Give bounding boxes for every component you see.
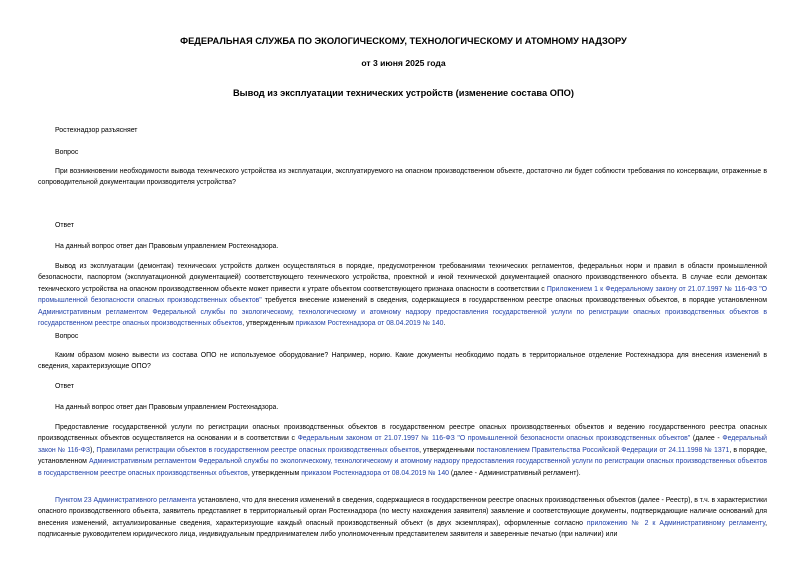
document-title: Вывод из эксплуатации технических устройств (изменение состава ОПО)	[232, 88, 575, 98]
question-label: Вопрос	[55, 149, 79, 156]
answered-by-text: На данный вопрос ответ дан Правовым управлением Ростехнадзора.	[55, 243, 279, 250]
text-run: Предоставление государственной услуги по регистрации опасных производственных объектов в государственном реестре опасных производственных объектов и ведению государственного реестра опасных производственных объектов осуществляется на основании и в соответствии с	[38, 424, 767, 443]
appendix-2-link[interactable]: приложению № 2 к Административному регламенту	[586, 519, 766, 527]
government-decree-link[interactable]: постановлением Правительства Российской Федерации от 24.11.1998 № 1371	[476, 446, 730, 454]
clause-23-link[interactable]: Пунктом 23 Административного регламента	[55, 497, 197, 504]
answered-by-text: На данный вопрос ответ дан Правовым управлением Ростехнадзора.	[55, 404, 279, 411]
question-1-text: При возникновении необходимости вывода технического устройства из эксплуатации, эксплуатируемого на опасном производственном объекте, достаточно ли будет соблюсти требования по консервации, отраженные в сопроводительной документации производителя устройства?	[38, 168, 767, 187]
clause-23-paragraph	[38, 495, 767, 541]
text-run: (далее -	[690, 435, 723, 443]
question-label: Вопрос	[55, 333, 79, 340]
text-run: установлено, что для внесения изменений в сведения, содержащиеся в государственном реестре опасных производственных объектов (далее - Реестр), в т.ч. в характеристики опасного производственного объекта, заявитель представляет в территориальный орган Ростехнадзора (по месту нахождения заявителя) заявление и соответствующие документы, подтверждающие наличие оснований для внесения изменений, актуализированные сведения, характеризующие каждый опасный производственный объект (в двух экземплярах), оформленные согласно	[38, 497, 767, 527]
answer-2-paragraph	[38, 422, 767, 479]
text-run: требуется внесение изменений в сведения, содержащиеся в государственном реестре опасных производственных объектов, в порядке установленном	[261, 297, 767, 305]
question-2-text: Каким образом можно вывести из состава ОПО не используемое оборудование? Например, норию. Какие документы необходимо подать в территориальное отделение Ростехнадзора для внесения изменений в сведения, характеризующие ОПО?	[38, 352, 767, 371]
text-run: , подписанные руководителем юридического лица, индивидуальным предпринимателем либо уполномоченным представителем заявителя и заверенные печатью (при наличии) или	[38, 519, 767, 539]
federal-law-appendix-link[interactable]: Приложением 1 к Федеральному закону от 21.07.1997 № 116-ФЗ "О промышленной безопасности опасных производственных объектов"	[38, 285, 768, 305]
text-run: (далее - Административный регламент).	[448, 469, 581, 477]
text-run: .	[443, 320, 446, 328]
text-run: , утвержденным	[247, 469, 302, 477]
order-140-link[interactable]: приказом Ростехнадзора от 08.04.2019 № 140	[301, 469, 449, 477]
text-run: , в порядке, установленном	[38, 446, 767, 466]
federal-law-116-link[interactable]: Федеральным законом от 21.07.1997 № 116-ФЗ "О промышленной безопасности опасных производственных объектов"	[297, 435, 691, 443]
text-run: , утвержденным	[242, 320, 296, 328]
text-run: , утвержденными	[419, 446, 477, 454]
admin-regulation-link[interactable]: Административным регламентом Федеральной службы по экологическому, технологическому и атомному надзору предоставления государственной услуги по регистрации опасных производственных объектов в государственном реестре опасных производственных объектов	[38, 308, 767, 328]
admin-regulation-link[interactable]: Административным регламентом Федеральной службы по экологическому, технологическому и атомному надзору предоставления государственной услуги по регистрации опасных производственных объектов в государственном реестре опасных производственных объектов	[38, 458, 767, 477]
agency-header: ФЕДЕРАЛЬНАЯ СЛУЖБА ПО ЭКОЛОГИЧЕСКОМУ, ТЕХНОЛОГИЧЕСКОМУ И АТОМНОМУ НАДЗОРУ	[180, 36, 627, 46]
order-140-link[interactable]: приказом Ростехнадзора от 08.04.2019 № 140	[295, 320, 444, 328]
federal-law-short-link[interactable]: Федеральный закон № 116-ФЗ	[38, 435, 767, 454]
document-date: от 3 июня 2025 года	[361, 58, 446, 68]
text-run: ),	[90, 446, 97, 454]
registration-rules-link[interactable]: Правилами регистрации объектов в государственном реестре опасных производственных объектов	[96, 446, 420, 454]
answer-label: Ответ	[55, 383, 74, 390]
answer-label: Ответ	[55, 222, 74, 229]
answer-1-paragraph	[38, 261, 767, 329]
explains-label: Ростехнадзор разъясняет	[55, 127, 138, 134]
text-run: Вывод из эксплуатации (демонтаж) технических устройств должен осуществляться в порядке, предусмотренном требованиями технических регламентов, федеральных норм и правил в области промышленной безопасности, паспортом (эксплуатационной документацией) соответствующего технического устройства, проектной и иной технической документацией опасного производственного объекта. В случае если демонтаж технического устройства на опасном производственном объекте может привести к утрате объектом соответствующего признака опасности в соответствии с	[38, 263, 767, 293]
